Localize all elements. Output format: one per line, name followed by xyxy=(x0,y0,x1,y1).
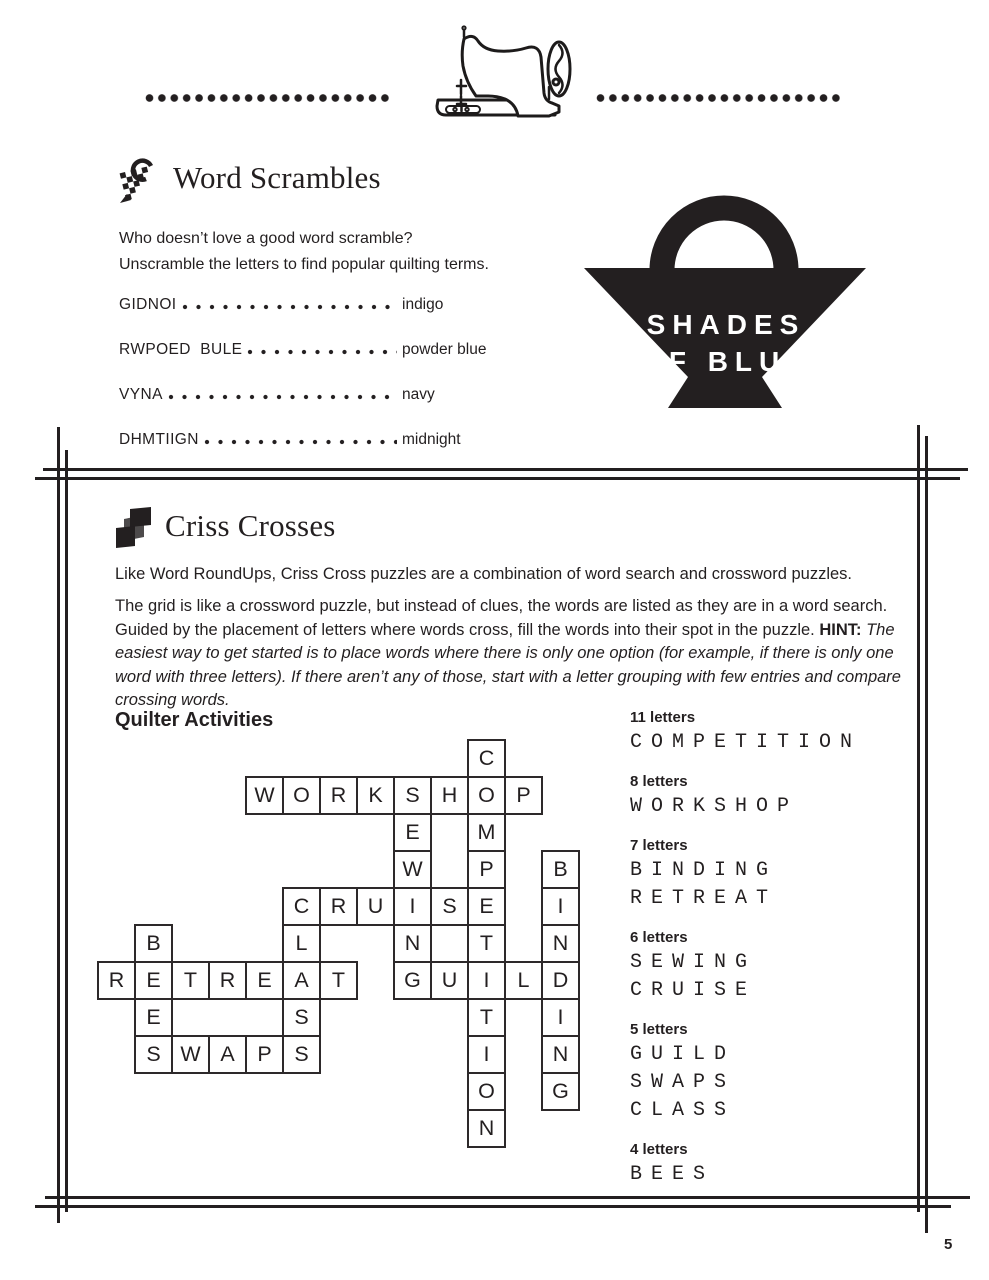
grid-cell: S xyxy=(282,1035,321,1074)
grid-cell: D xyxy=(541,961,580,1000)
word-list-word: CRUISE xyxy=(630,979,757,1002)
scramble-answer: powder blue xyxy=(402,341,487,358)
grid-cell: R xyxy=(97,961,136,1000)
grid-cell: O xyxy=(282,776,321,815)
dot-leader xyxy=(168,393,397,401)
grid-cell: T xyxy=(467,998,506,1037)
word-scrambles-intro xyxy=(119,226,549,278)
criss-crosses-title: Criss Crosses xyxy=(165,508,336,543)
intro-line-2: Unscramble the letters to find popular quilting terms. xyxy=(119,256,489,273)
dotted-divider-right xyxy=(596,92,844,104)
grid-cell: I xyxy=(541,998,580,1037)
scramble-answer: midnight xyxy=(402,431,461,448)
word-group xyxy=(630,927,920,1005)
word-scrambles-section xyxy=(119,158,549,449)
word-group-label: 11 letters xyxy=(630,709,696,726)
frame-line xyxy=(925,436,928,1233)
grid-cell: I xyxy=(467,1035,506,1074)
crisscross-grid xyxy=(97,739,582,1150)
criss-crosses-instructions xyxy=(115,595,903,713)
scramble-row xyxy=(119,386,497,404)
word-list-word: BINDING xyxy=(630,859,778,882)
scramble-word: GIDNOI xyxy=(119,296,177,313)
scramble-word: RWPOED BULE xyxy=(119,341,243,358)
word-group xyxy=(630,707,920,757)
word-group-label: 5 letters xyxy=(630,1021,688,1038)
page-number: 5 xyxy=(944,1236,953,1253)
scramble-answer: indigo xyxy=(402,296,444,313)
grid-cell: M xyxy=(467,813,506,852)
scramble-row xyxy=(119,296,497,314)
grid-cell: E xyxy=(134,961,173,1000)
shades-of-blue-badge xyxy=(578,186,874,414)
grid-cell: S xyxy=(393,776,432,815)
grid-cell: G xyxy=(541,1072,580,1111)
frame-line xyxy=(35,1205,951,1208)
intro-line-1: Who doesn’t love a good word scramble? xyxy=(119,230,413,247)
grid-cell: A xyxy=(208,1035,247,1074)
criss-crosses-section xyxy=(115,506,903,713)
word-group-label: 7 letters xyxy=(630,837,688,854)
grid-cell: O xyxy=(467,1072,506,1111)
grid-cell: P xyxy=(504,776,543,815)
grid-cell: G xyxy=(393,961,432,1000)
word-list-word: GUILD xyxy=(630,1043,736,1066)
scramble-list xyxy=(119,296,549,449)
grid-cell: N xyxy=(393,924,432,963)
grid-cell: I xyxy=(541,887,580,926)
word-group xyxy=(630,1019,920,1125)
word-list-word: WORKSHOP xyxy=(630,795,799,818)
grid-cell: R xyxy=(319,887,358,926)
grid-cell: U xyxy=(430,961,469,1000)
grid-cell: S xyxy=(430,887,469,926)
word-group xyxy=(630,1139,920,1189)
grid-cell: S xyxy=(282,998,321,1037)
word-list-word: SEWING xyxy=(630,951,757,974)
grid-cell: C xyxy=(282,887,321,926)
grid-cell: W xyxy=(393,850,432,889)
criss-crosses-intro: Like Word RoundUps, Criss Cross puzzles are a combination of word search and crossword puzzles. xyxy=(115,565,853,583)
badge-line-1: SHADES xyxy=(646,309,806,340)
word-group xyxy=(630,835,920,913)
scramble-answer: navy xyxy=(402,386,435,403)
grid-cell: B xyxy=(541,850,580,889)
grid-cell: T xyxy=(319,961,358,1000)
scramble-word: DHMTIIGN xyxy=(119,431,199,448)
grid-cell: E xyxy=(393,813,432,852)
word-list-word: RETREAT xyxy=(630,887,778,910)
hint-text: The easiest way to get started is to place words where there is only one option (for example, if there is only one word with three letters). If there aren’t any of those, start with a letter grouping with few entries and compare crossing words. xyxy=(115,620,901,709)
word-list-word: SWAPS xyxy=(630,1071,736,1094)
frame-line xyxy=(43,468,968,471)
grid-cell: N xyxy=(467,1109,506,1148)
grid-cell: T xyxy=(171,961,210,1000)
dot-leader xyxy=(204,438,397,446)
dotted-divider-left xyxy=(145,92,393,104)
frame-line xyxy=(57,427,60,1223)
word-group xyxy=(630,771,920,821)
grid-cell: R xyxy=(208,961,247,1000)
scramble-row xyxy=(119,431,497,449)
scramble-word: VYNA xyxy=(119,386,163,403)
word-scrambles-title: Word Scrambles xyxy=(173,160,381,195)
word-group-label: 6 letters xyxy=(630,929,688,946)
grid-cell: N xyxy=(541,1035,580,1074)
grid-cell: R xyxy=(319,776,358,815)
instructions-text: The grid is like a crossword puzzle, but instead of clues, the words are listed as they are in a word search. Guided by the placement of letters where words cross, fill the words into their spot in the puzzle. xyxy=(115,597,888,639)
grid-cell: N xyxy=(541,924,580,963)
hint-label: HINT: xyxy=(819,620,862,639)
word-list-word: BEES xyxy=(630,1163,715,1186)
quilt-pennant-icon xyxy=(119,158,161,204)
dot-leader xyxy=(247,348,397,356)
word-list-word: COMPETITION xyxy=(630,731,862,754)
grid-cell: O xyxy=(467,776,506,815)
frame-line xyxy=(35,477,960,480)
scramble-row xyxy=(119,341,497,359)
grid-cell: E xyxy=(245,961,284,1000)
grid-cell: C xyxy=(467,739,506,778)
word-list-word: CLASS xyxy=(630,1099,736,1122)
grid-cell: K xyxy=(356,776,395,815)
sewing-machine-icon xyxy=(425,20,575,122)
word-list xyxy=(630,707,920,1203)
grid-cell: L xyxy=(504,961,543,1000)
grid-cell: T xyxy=(467,924,506,963)
grid-cell: W xyxy=(171,1035,210,1074)
word-group-label: 8 letters xyxy=(630,773,688,790)
dot-leader xyxy=(182,303,397,311)
grid-cell: S xyxy=(134,1035,173,1074)
grid-cell: E xyxy=(467,887,506,926)
grid-cell: P xyxy=(467,850,506,889)
grid-cell: P xyxy=(245,1035,284,1074)
grid-cell: W xyxy=(245,776,284,815)
grid-cell: A xyxy=(282,961,321,1000)
puzzle-title: Quilter Activities xyxy=(115,709,274,731)
word-scrambles-header xyxy=(119,158,549,204)
quilt-patches-icon xyxy=(115,506,153,550)
grid-cell: B xyxy=(134,924,173,963)
grid-cell: I xyxy=(393,887,432,926)
frame-line xyxy=(65,450,68,1212)
grid-cell: E xyxy=(134,998,173,1037)
grid-cell: H xyxy=(430,776,469,815)
criss-crosses-header xyxy=(115,506,903,550)
word-group-label: 4 letters xyxy=(630,1141,688,1158)
grid-cell: U xyxy=(356,887,395,926)
grid-cell: I xyxy=(467,961,506,1000)
badge-line-2: OF BLUE xyxy=(640,346,812,377)
grid-cell: L xyxy=(282,924,321,963)
